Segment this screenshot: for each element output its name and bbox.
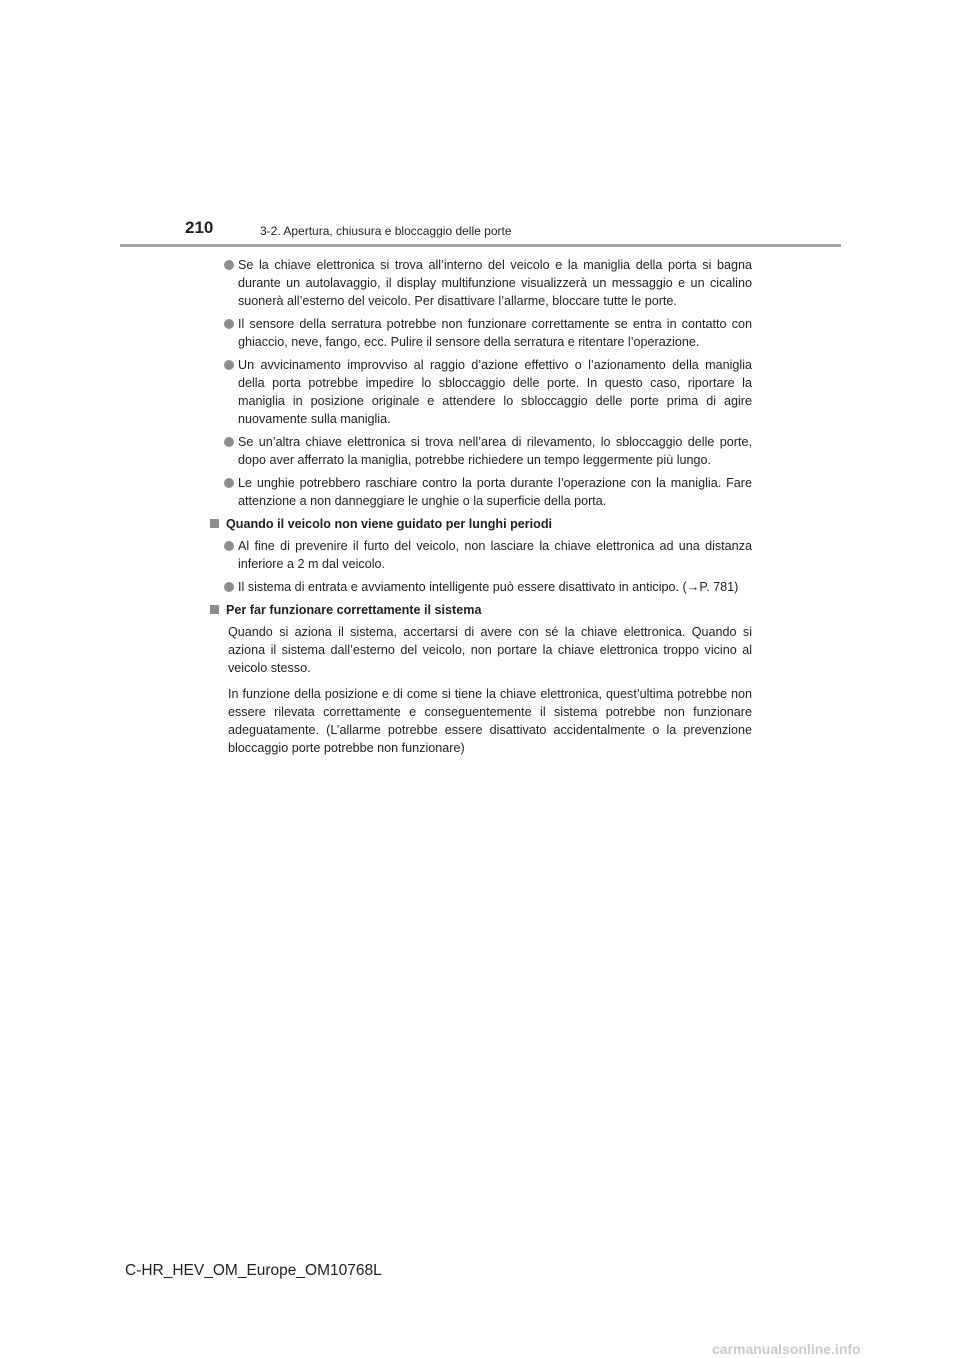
square-bullet-icon [210, 605, 219, 614]
document-code: C-HR_HEV_OM_Europe_OM10768L [125, 1262, 382, 1279]
list-item-text: Al fine di prevenire il furto del veicolo, non lasciare la chiave elettronica ad una distanza inferiore a 2 m dal veicolo. [238, 539, 752, 571]
page-number: 210 [185, 218, 214, 237]
list-item [210, 256, 752, 310]
section-title: 3-2. Apertura, chiusura e bloccaggio delle porte [260, 224, 512, 238]
list-item [210, 578, 752, 596]
square-bullet-icon [210, 519, 219, 528]
bullet-dot-icon [224, 478, 234, 488]
list-item [210, 537, 752, 573]
section-heading-text: Per far funzionare correttamente il sistema [226, 603, 482, 617]
section-heading [210, 601, 752, 619]
section-heading-text: Quando il veicolo non viene guidato per lunghi periodi [226, 517, 553, 531]
list-item-text: Il sensore della serratura potrebbe non funzionare correttamente se entra in contatto con ghiaccio, neve, fango, ecc. Pulire il sensore della serratura e ritentare l’operazione. [238, 317, 752, 349]
bullet-dot-icon [224, 360, 234, 370]
list-item-text: Le unghie potrebbero raschiare contro la porta durante l’operazione con la maniglia. Fare attenzione a non danneggiare le unghie o la superficie della porta. [238, 476, 752, 508]
bullet-dot-icon [224, 582, 234, 592]
list-item-text: Se la chiave elettronica si trova all’interno del veicolo e la maniglia della porta si bagna durante un autolavaggio, il display multifunzione visualizzerà un messaggio e un cicalino suonerà all’esterno del veicolo. Per disattivare l’allarme, bloccare tutte le porte. [238, 258, 752, 308]
paragraph: Quando si aziona il sistema, accertarsi di avere con sé la chiave elettronica. Quando si aziona il sistema dall’esterno del veicolo, non portare la chiave elettronica troppo vicino al veicolo stesso. [228, 625, 752, 675]
page-content [210, 256, 752, 765]
list-item [210, 474, 752, 510]
bullet-dot-icon [224, 319, 234, 329]
list-item [210, 315, 752, 351]
list-item [210, 356, 752, 428]
bullet-dot-icon [224, 437, 234, 447]
watermark: carmanualsonline.info [712, 1341, 861, 1357]
bullet-dot-icon [224, 541, 234, 551]
list-item-text: Il sistema di entrata e avviamento intelligente può essere disattivato in anticipo. (→P. 781) [238, 580, 739, 594]
list-item-text: Se un’altra chiave elettronica si trova nell’area di rilevamento, lo sbloccaggio delle porte, dopo aver afferrato la maniglia, potrebbe richiedere un tempo leggermente più lungo. [238, 435, 752, 467]
section-heading [210, 515, 752, 533]
list-item [210, 433, 752, 469]
paragraph: In funzione della posizione e di come si tiene la chiave elettronica, quest’ultima potrebbe non essere rilevata correttamente e conseguentemente il sistema potrebbe non funzionare adeguatamente. (L’allarme potrebbe essere disattivato accidentalmente o la prevenzione bloccaggio porte potrebbe non funzionare) [228, 687, 752, 755]
bullet-dot-icon [224, 260, 234, 270]
header-divider [120, 244, 841, 247]
list-item-text: Un avvicinamento improvviso al raggio d’azione effettivo o l’azionamento della maniglia della porta potrebbe impedire lo sbloccaggio delle porte. In questo caso, riportare la maniglia in posizione originale e attendere lo sbloccaggio delle porte prima di agire nuovamente sulla maniglia. [238, 358, 752, 426]
